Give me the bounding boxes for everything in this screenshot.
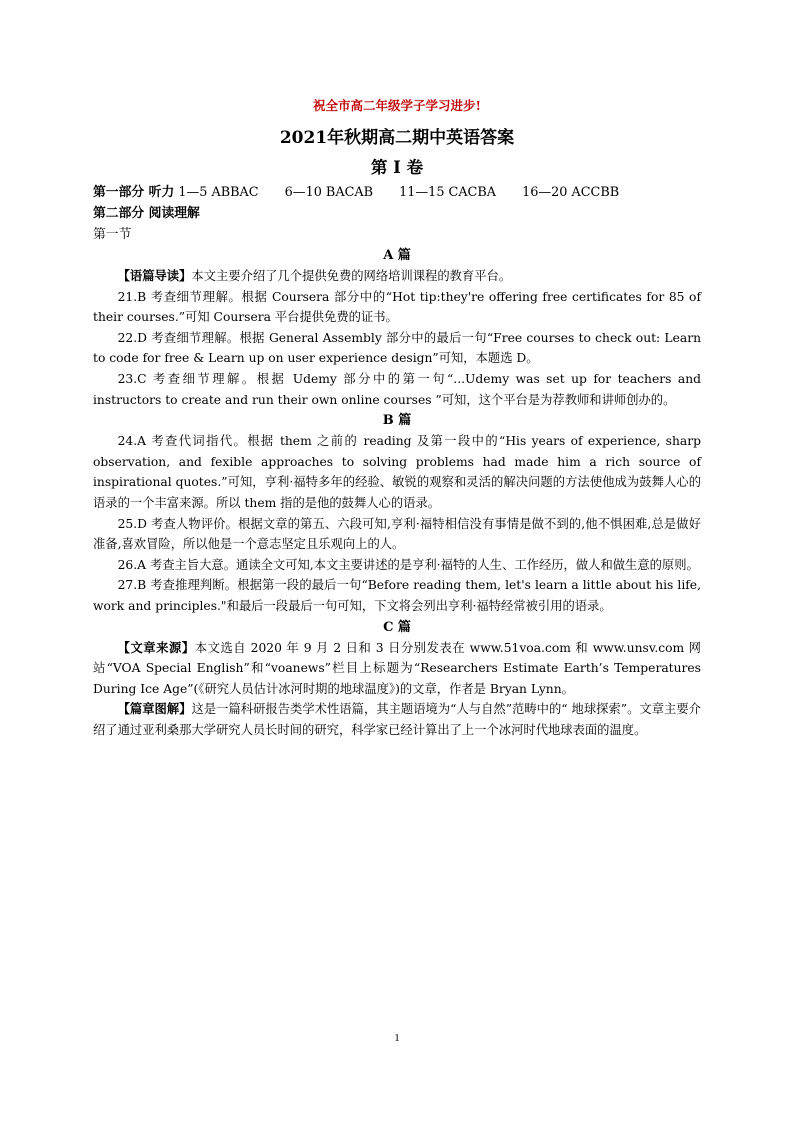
page-number: 1 bbox=[394, 1032, 400, 1044]
answer-group-2: 6—10 BACAB bbox=[284, 185, 374, 200]
answer-group-1: 1—5 ABBAC bbox=[178, 185, 259, 200]
answer-26: 26.A 考查主旨大意。通读全文可知,本文主要讲述的是亨利·福特的人生、工作经历，做人和做生意的原则。 bbox=[117, 557, 699, 572]
answer-22: 22.D 考查细节理解。根据 General Assembly 部分中的最后一句“Free courses to check out: Learn to code for free & Learn up on user experience design”可知，本题选 D。 bbox=[93, 330, 701, 366]
document-title: 2021年秋期高二期中英语答案 bbox=[279, 128, 515, 148]
answer-23: 23.C 考查细节理解。根据 Udemy 部分中的第一句“...Udemy was set up for teachers and instructors to create and run their own online courses ”可知，这个平台是为荐教师和讲师创办的。 bbox=[93, 371, 701, 407]
answer-21: 21.B 考查细节理解。根据 Coursera 部分中的“Hot tip:they're offering free certificates for 85 of their courses.”可知 Coursera 平台提供免费的证书。 bbox=[93, 289, 701, 325]
part1-label: 第一部分 听力 bbox=[93, 185, 175, 200]
answer-25: 25.D 考查人物评价。根据文章的第五、六段可知,亨利·福特相信没有事情是做不到的,他不惧困难,总是做好准备,喜欢冒险，所以他是一个意志坚定且乐观向上的人。 bbox=[93, 516, 701, 552]
part2-heading: 第二部分 阅读理解 bbox=[93, 206, 200, 221]
volume-heading: 第 I 卷 bbox=[370, 158, 424, 177]
passage-a-intro: 【语篇导读】本文主要介绍了几个提供免费的网络培训课程的教育平台。 bbox=[117, 268, 512, 283]
passage-c-diagram: 【篇章图解】这是一篇科研报告类学术性语篇，其主题语境为“人与自然”范畴中的“ 地球探索”。文章主要介绍了通过亚利桑那大学研究人员长时间的研究，科学家已经计算出了上一个冰河时代地球表面的温度。 bbox=[93, 701, 701, 737]
part1-answers bbox=[93, 182, 701, 203]
passage-c-source: 【文章来源】本文选自 2020 年 9 月 2 日和 3 日分别发表在 www.51voa.com 和 www.unsv.com 网站“VOA Special English”和“voanews”栏目上标题为“Researchers Estimate Earth’s Temperatures During Ice Age”(《研究人员估计冰河时期的地球温度》)的文章，作者是 Bryan Lynn。 bbox=[93, 639, 701, 696]
answer-27: 27.B 考查推理判断。根据第一段的最后一句“Before reading them, let's learn a little about his life, work and principles."和最后一段最后一句可知，下文将会列出亨利·福特经常被引用的语录。 bbox=[93, 578, 701, 613]
answer-24: 24.A 考查代词指代。根据 them 之前的 reading 及第一段中的“His years of experience, sharp observation, and fexible approaches to solving problems had made him a rich source of inspirational quotes.”可知，亨利·福特多年的经验、敏锐的观察和灵活的解决问题的方法使他成为鼓舞人心的语录的一个丰富来源。所以 them 指的是他的鼓舞人心的语录。 bbox=[93, 434, 701, 510]
answer-group-4: 16—20 ACCBB bbox=[522, 185, 620, 200]
banner-text: 祝全市高二年级学子学习进步! bbox=[313, 98, 481, 113]
passage-b-heading: B 篇 bbox=[382, 413, 412, 429]
answer-document bbox=[93, 96, 701, 740]
passage-a-heading: A 篇 bbox=[383, 248, 411, 263]
passage-c-heading: C 篇 bbox=[383, 619, 411, 635]
section1-heading: 第一节 bbox=[93, 227, 132, 242]
answer-group-3: 11—15 CACBA bbox=[399, 185, 496, 200]
